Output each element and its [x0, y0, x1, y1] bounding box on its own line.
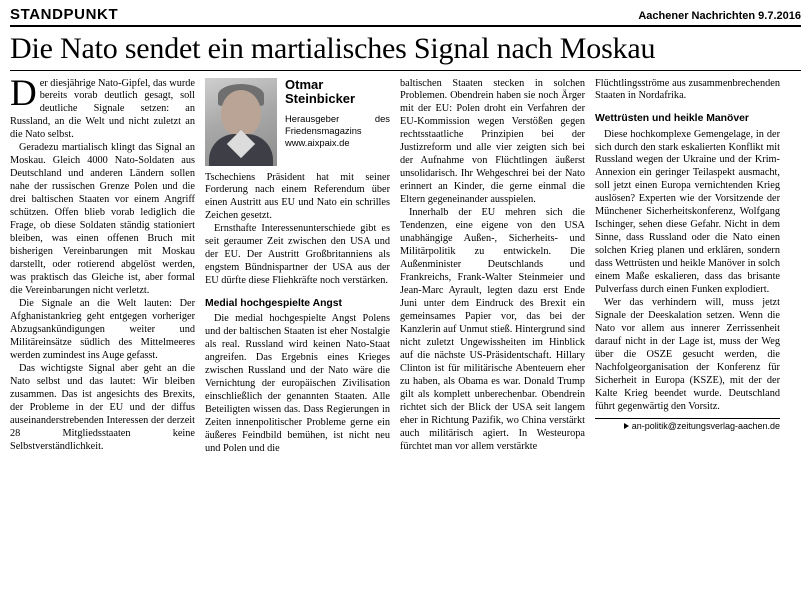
paragraph: Geradezu martialisch klingt das Signal an Moskau. Gleich 4000 Nato-Soldaten aus Deutschland und anderen Ländern sollen nahe der russischen Grenze Polen und die drei baltischen Staaten vor einem Angriff schützen. Offen blieb vorab lediglich die Frage, ob diese Soldaten ständig stationiert bleiben, was einen offenen Bruch mit bisherigen Vereinbarungen mit Moskau darstellt, oder rotierend abgelöst werden, was praktisch das Gleiche ist, aber formal die Vereinbarungen nicht verletzt. — [10, 142, 195, 296]
masthead — [10, 6, 801, 25]
paragraph: Wer das verhindern will, muss jetzt Signale der Deeskalation setzen. Wenn die Nato vor allem aus innerer Zerrissenheit darauf nicht in der Lage ist, muss der Weg über die OSZE gesucht werden, die Nachfolgeorganisation der Konferenz für Sicherheit in Europa (KSZE), mit der der Kalte Krieg beendet wurde. Deutschland führt gegenwärtig den Vorsitz. — [595, 297, 780, 412]
author-role: Herausgeber des Friedensmagazins — [285, 112, 390, 136]
author-first-name: Otmar — [285, 76, 324, 92]
author-website-link[interactable]: www.aixpaix.de — [285, 137, 350, 149]
column-4 — [595, 78, 780, 546]
column-3 — [400, 78, 585, 546]
section-label: STANDPUNKT — [10, 6, 119, 23]
paragraph: Innerhalb der EU mehren sich die Tendenzen, eine eigene von den USA unabhängige Außen-, Sicherheits- und Militärpolitik zu entwickeln. Die Außenminister Deutschlands und Frankreichs, Frank-Walter Steinmeier und Jean-Marc Ayrault, legten dazu erst Ende Juni unter dem Eindruck des Brexit ein gemeinsames Papier vor, das bei der Kanzlerin auf Unmut stieß. Hintergrund sind nicht zuletzt Ungewissheiten im Hinblick auf die nächste US-Präsidentschaft. Hillary Clinton ist für militärische Abenteuern eher zu haben, als Obama es war. Donald Trump gilt als komplett unberechenbar. Obendrein richtet sich der Blick der USA seit langem eher in Richtung Pazifik, wo China verstärkt auch militärisch agiert. In Westeuropa fürchtet man vor allem verstärkte — [400, 207, 585, 452]
headline-divider — [10, 70, 801, 71]
author-details — [285, 78, 390, 166]
author-last-name: Steinbicker — [285, 91, 356, 107]
author-block — [205, 78, 390, 166]
paragraph: Tschechiens Präsident hat mit seiner Forderung nach einem Referendum über einen Austritt aus EU und Nato ein schrilles Zeichen gesetzt. — [205, 171, 390, 222]
paragraph: baltischen Staaten stecken in solchen Problemen. Obendrein haben sie noch Ärger mit der EU: Polen droht ein Verfahren der EU-Kommission wegen Verstößen gegen rechtsstaatliche Prinzipien bei der Justizreform und alle vier zeigten sich bei der Aufnahme von Flüchtlingen äußerst unsolidarisch. Ihr Wehgeschrei bei der Nato erinnert an Kinder, die gerne einmal die Eltern gegeneinander ausspielen. — [400, 77, 585, 206]
masthead-divider — [10, 25, 801, 27]
paragraph-text: er diesjährige Nato-Gipfel, das wurde bereits vorab deutlich gesagt, soll deutliche Signale setzen: an Russland, an die Welt und nicht zuletzt an die Nato selbst. — [10, 77, 195, 141]
paragraph: Die medial hochgespielte Angst Polens und der baltischen Staaten ist eher Nostalgie als real. Russland wird keinen Nato-Staat angreifen. Das Ergebnis eines Krieges zwischen Russland und der Nato wäre die Vernichtung der europäischen Zivilisation einschließlich der genannten Staaten. Alle Beteiligten wissen das. Dass Regierungen in Zeiten innenpolitischer Probleme gerne ein äußeres Feindbild bemühen, ist nicht neu und Polen und die — [205, 313, 390, 455]
paragraph: Diese hochkomplexe Gemengelage, in der sich durch den stark eskalierten Konflikt mit Russland wegen der Ukraine und der Krim-Annexion ein geringer Teilaspekt ausmacht, soll jetzt einen Europa vernichtenden Krieg auslösen? Experten wie der Vorsitzende der Münchener Sicherheitskonferenz, Wolfgang Ischinger, sehen diese Gefahr. Nicht in dem Sinne, dass Russland oder die Nato einen solchen Krieg planen und erklären, sondern dass Wettrüsten und heikle Manöver in solch einem Maße eskalieren, dass das brisante Pulverfass durch einen Funken explodiert. — [595, 128, 780, 296]
contact-footer — [595, 419, 780, 432]
drop-cap: D — [10, 72, 37, 114]
column-2 — [205, 78, 390, 546]
triangle-right-icon — [624, 423, 629, 429]
subheading: Wettrüsten und heikle Manöver — [595, 113, 749, 125]
paragraph — [10, 72, 195, 143]
page-title: Die Nato sendet ein martialisches Signal nach Moskau — [10, 32, 656, 65]
subheading: Medial hochgespielte Angst — [205, 298, 343, 310]
author-portrait — [205, 78, 277, 166]
paragraph: Die Signale an die Welt lauten: Der Afghanistankrieg geht entgegen vorheriger Abzugsankündigungen weiter und Militäreinsätze südlich des Mittelmeeres werden zumindest ins Auge gefasst. — [10, 297, 195, 361]
article-columns — [10, 72, 801, 546]
column-1 — [10, 72, 195, 546]
paragraph: Das wichtigste Signal aber geht an die Nato selbst und das lautet: Wir bleiben zusammen. Das ist angesichts des Brexits, der Probleme in der EU und der diffus auseinanderstrebenden Interessen der derzeit 28 Mitgliedsstaaten keine Selbstverständlichkeit. — [10, 362, 195, 452]
paragraph: Flüchtlingsströme aus zusammenbrechenden Staaten in Nordafrika. — [595, 77, 780, 102]
author-name — [285, 78, 390, 107]
contact-email[interactable]: an-politik@zeitungsverlag-aachen.de — [631, 420, 780, 431]
portrait-face — [221, 90, 261, 136]
paragraph: Ernsthafte Interessenunterschiede gibt es seit geraumer Zeit zwischen den USA und der EU. Der Austritt Großbritanniens als engstem Bündnispartner der USA aus der EU dürfte diese Fliehkräfte noch verstärken. — [205, 223, 390, 287]
publication-date: Aachener Nachrichten 9.7.2016 — [638, 10, 801, 22]
